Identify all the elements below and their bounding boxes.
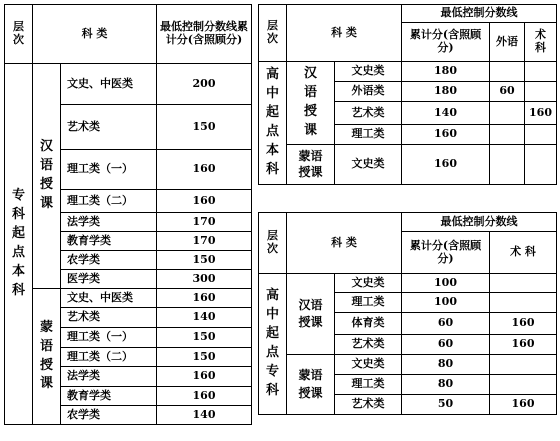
total-cell: 140 xyxy=(402,102,490,125)
header-level: 层次 xyxy=(5,5,33,64)
subject-cell: 理工类（一） xyxy=(61,328,157,348)
subject-cell: 理工类 xyxy=(335,293,402,313)
subject-cell: 艺术类 xyxy=(335,102,402,125)
art-cell: 160 xyxy=(490,395,557,415)
total-cell: 180 xyxy=(402,82,490,102)
subject-cell: 艺术类 xyxy=(335,335,402,355)
header-level: 层次 xyxy=(259,213,287,274)
total-cell: 50 xyxy=(402,395,490,415)
subject-cell: 理工类（一） xyxy=(61,150,157,190)
subject-cell: 教育学类 xyxy=(61,387,157,406)
score-cell: 160 xyxy=(157,367,252,387)
score-cell: 160 xyxy=(157,190,252,213)
level-label: 高中起点专科 xyxy=(259,274,287,415)
art-cell: 160 xyxy=(490,335,557,355)
header-art: 术 科 xyxy=(490,232,557,274)
header-subject: 科 类 xyxy=(33,5,157,64)
subject-cell: 理工类（二） xyxy=(61,348,157,367)
art-cell xyxy=(525,62,557,82)
art-cell: 160 xyxy=(490,313,557,335)
subject-cell: 体育类 xyxy=(335,313,402,335)
total-cell: 100 xyxy=(402,274,490,293)
foreign-cell xyxy=(490,102,525,125)
header-level: 层次 xyxy=(259,5,287,62)
total-cell: 80 xyxy=(402,375,490,395)
subject-cell: 农学类 xyxy=(61,251,157,270)
subject-cell: 文史、中医类 xyxy=(61,64,157,105)
foreign-cell xyxy=(490,145,525,185)
subject-cell: 文史类 xyxy=(335,62,402,82)
score-cell: 150 xyxy=(157,251,252,270)
art-cell xyxy=(490,274,557,293)
total-cell: 80 xyxy=(402,355,490,375)
total-cell: 160 xyxy=(402,145,490,185)
art-cell xyxy=(490,375,557,395)
total-cell: 160 xyxy=(402,125,490,145)
score-cell: 300 xyxy=(157,270,252,289)
total-cell: 60 xyxy=(402,313,490,335)
subject-cell: 理工类（二） xyxy=(61,190,157,213)
art-cell xyxy=(525,145,557,185)
score-cell: 150 xyxy=(157,105,252,150)
subject-cell: 文史、中医类 xyxy=(61,289,157,308)
art-cell: 160 xyxy=(525,102,557,125)
header-subject: 科 类 xyxy=(287,5,402,62)
subject-cell: 文史类 xyxy=(335,355,402,375)
header-group: 最低控制分数线 xyxy=(402,5,557,23)
header-art: 术科 xyxy=(525,23,557,62)
group-label-han: 汉语授课 xyxy=(33,64,61,289)
group-label-meng: 蒙语授课 xyxy=(33,289,61,425)
subject-cell: 理工类 xyxy=(335,125,402,145)
header-total: 累计分(含照顾分) xyxy=(402,23,490,62)
subject-cell: 农学类 xyxy=(61,406,157,425)
table-zhuanke-qidian-benke xyxy=(4,4,252,425)
group-label-han: 汉语授课 xyxy=(287,62,335,145)
art-cell xyxy=(490,355,557,375)
header-score: 最低控制分数线累计分(含照顾分) xyxy=(157,5,252,64)
group-label-meng: 蒙语授课 xyxy=(287,145,335,185)
foreign-cell: 60 xyxy=(490,82,525,102)
score-cell: 170 xyxy=(157,232,252,251)
foreign-cell xyxy=(490,62,525,82)
subject-cell: 教育学类 xyxy=(61,232,157,251)
subject-cell: 文史类 xyxy=(335,145,402,185)
subject-cell: 艺术类 xyxy=(335,395,402,415)
subject-cell: 外语类 xyxy=(335,82,402,102)
score-cell: 150 xyxy=(157,348,252,367)
group-label-han: 汉语授课 xyxy=(287,274,335,355)
level-label: 高中起点本科 xyxy=(259,62,287,185)
score-cell: 200 xyxy=(157,64,252,105)
total-cell: 60 xyxy=(402,335,490,355)
subject-cell: 艺术类 xyxy=(61,105,157,150)
subject-cell: 法学类 xyxy=(61,213,157,232)
art-cell xyxy=(490,293,557,313)
level-label: 专科起点本科 xyxy=(5,64,33,425)
score-cell: 160 xyxy=(157,150,252,190)
score-cell: 160 xyxy=(157,387,252,406)
total-cell: 100 xyxy=(402,293,490,313)
header-group: 最低控制分数线 xyxy=(402,213,557,232)
subject-cell: 医学类 xyxy=(61,270,157,289)
score-cell: 150 xyxy=(157,328,252,348)
header-subject: 科 类 xyxy=(287,213,402,274)
subject-cell: 理工类 xyxy=(335,375,402,395)
header-foreign: 外语 xyxy=(490,23,525,62)
foreign-cell xyxy=(490,125,525,145)
subject-cell: 文史类 xyxy=(335,274,402,293)
score-cell: 140 xyxy=(157,406,252,425)
score-cell: 160 xyxy=(157,289,252,308)
subject-cell: 法学类 xyxy=(61,367,157,387)
score-cell: 170 xyxy=(157,213,252,232)
score-cell: 140 xyxy=(157,308,252,328)
art-cell xyxy=(525,125,557,145)
table-gaozhong-qidian-zhuanke xyxy=(258,212,557,415)
subject-cell: 艺术类 xyxy=(61,308,157,328)
group-label-meng: 蒙语授课 xyxy=(287,355,335,415)
total-cell: 180 xyxy=(402,62,490,82)
art-cell xyxy=(525,82,557,102)
table-gaozhong-qidian-benke xyxy=(258,4,557,185)
header-total: 累计分(含照顾分) xyxy=(402,232,490,274)
